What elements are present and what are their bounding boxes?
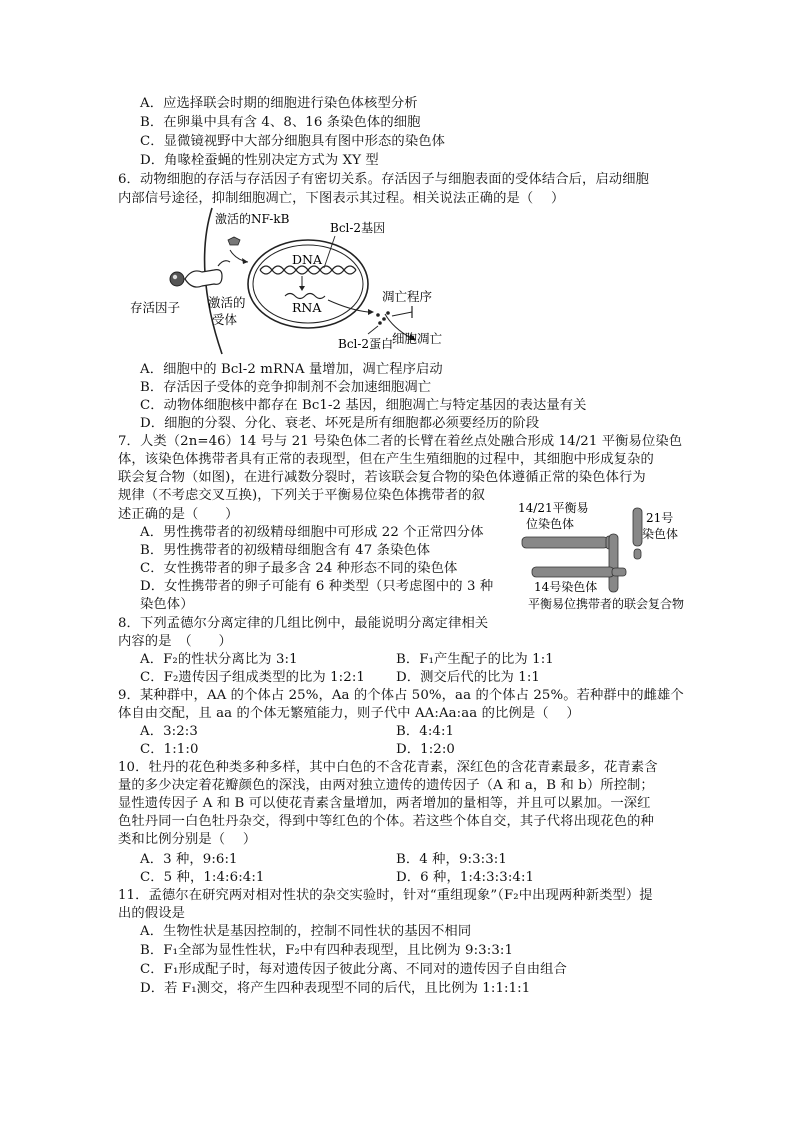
receptor-shape <box>185 270 222 287</box>
label-1421-line1: 14/21平衡易 <box>518 501 589 515</box>
chromosome-21-upper <box>633 508 642 546</box>
q11-option-b: B．F₁全部为显性性状，F₂中有四种表现型，且比例为 9:3:3:1 <box>140 943 514 958</box>
chromosome-1421-left <box>522 537 608 548</box>
q10-option-c: C．5 种，1:4:6:4:1 <box>140 870 265 885</box>
q5-option-b: B．在卵巢中具有含 4、8、16 条染色体的细胞 <box>140 115 421 130</box>
q7-stem-line1: 7．人类（2n=46）14 号与 21 号染色体二者的长臂在着丝点处融合形成 14/21 平衡易位染色 <box>118 434 683 449</box>
q7-stem-line5: 述正确的是（ ） <box>118 507 239 522</box>
rna-label: RNA <box>292 300 322 315</box>
export-arrowhead <box>368 309 374 315</box>
label-1421-line2: 位染色体 <box>526 517 575 531</box>
q7-stem-line4: 规律（不考虑交叉互换)，下列关于平衡易位染色体携带者的叙 <box>118 488 486 503</box>
q9-stem-line1: 9．某种群中，AA 的个体占 25%，Aa 的个体占 50%，aa 的个体占 25%。若种群中的雌雄个 <box>118 688 684 703</box>
bcl2-protein-label: Bcl-2蛋白 <box>338 337 394 351</box>
bcl2-dot-3 <box>378 321 382 325</box>
apoptosis-program-label: 凋亡程序 <box>382 289 433 304</box>
nfkb-label: 激活的NF-kB <box>215 212 290 226</box>
receptor-label-1: 激活的 <box>208 295 246 310</box>
dna-label: DNA <box>292 252 322 267</box>
bcl2-dot-1 <box>376 313 380 317</box>
q8-option-c: C．F₂遗传因子组成类型的比为 1:2:1 <box>140 670 365 685</box>
transcription-arrowhead <box>299 286 305 291</box>
q7-stem-line2: 体，该染色体携带者具有正常的表现型，但在产生生殖细胞的过程中，其细胞中形成复杂的 <box>118 452 654 467</box>
q10-stem-line3: 显性遗传因子 A 和 B 可以使花青素含量增加，两者增加的量相等，并且可以累加。一深红 <box>118 796 651 811</box>
q8-option-a: A．F₂的性状分离比为 3:1 <box>140 652 298 667</box>
q11-stem-line1: 11．孟德尔在研究两对相对性状的杂交实验时，针对“重组现象”（F₂中出现两种新类型）提 <box>118 888 653 903</box>
q9-option-b: B．4:4:1 <box>396 724 455 739</box>
q5-option-a: A．应选择联会时期的细胞进行染色体核型分析 <box>140 96 418 111</box>
chromosome-21-lower <box>634 549 641 559</box>
chromosome-14-left <box>532 567 614 577</box>
nfkb-molecule <box>228 237 240 245</box>
cell-apoptosis-diagram <box>130 206 460 356</box>
survival-factor-shape <box>170 272 184 286</box>
q11-option-a: A．生物性状是基因控制的，控制不同性状的基因不相同 <box>140 924 472 939</box>
q9-stem-line2: 体自由交配，且 aa 的个体无繁殖能力，则子代中 AA:Aa:aa 的比例是（ ） <box>118 706 580 721</box>
q9-option-a: A．3:2:3 <box>140 724 198 739</box>
cell-apoptosis-label: 细胞凋亡 <box>392 331 443 346</box>
q8-stem-line1: 8．下列孟德尔分离定律的几组比例中，最能说明分离定律相关 <box>118 616 489 631</box>
q10-stem-line5: 类和比例分别是（ ） <box>118 832 257 847</box>
q5-option-c: C．显微镜视野中大部分细胞具有图中形态的染色体 <box>140 134 446 149</box>
q6-stem-line1: 6．动物细胞的存活与存活因子有密切关系。存活因子与细胞表面的受体结合后，启动细胞 <box>118 172 650 187</box>
bcl2-dot-4 <box>386 311 390 315</box>
rna-strand <box>285 294 325 299</box>
q10-stem-line1: 10．牡丹的花色种类多种多样，其中白色的不含花青素，深红色的含花青素最多，花青素含 <box>118 760 658 775</box>
q6-option-a: A．细胞中的 Bcl-2 mRNA 量增加，凋亡程序启动 <box>140 362 443 377</box>
q6-option-c: C．动物体细胞核中都存在 Bc1-2 基因，细胞凋亡与特定基因的表达量有关 <box>140 398 587 413</box>
q7-option-d-line2: 染色体） <box>140 597 194 612</box>
q10-option-a: A．3 种，9:6:1 <box>140 852 238 867</box>
figure-caption: 平衡易位携带者的联会复合物 <box>528 597 685 611</box>
q7-option-c: C．女性携带者的卵子最多含 24 种形态不同的染色体 <box>140 561 458 576</box>
q10-option-b: B．4 种，9:3:3:1 <box>396 852 507 867</box>
q8-option-b: B．F₁产生配子的比为 1:1 <box>396 652 554 667</box>
receptor-label-2: 受体 <box>212 312 238 327</box>
q10-option-d: D．6 种，1:4:3:3:4:1 <box>396 870 535 885</box>
q6-stem-line2: 内部信号途径，抑制细胞凋亡，下图表示其过程。相关说法正确的是（ ） <box>118 191 565 206</box>
survival-factor-highlight <box>173 275 177 279</box>
q10-stem-line2: 量的多少决定着花瓣颜色的深浅，由两对独立遗传的遗传因子（A 和 a，B 和 b）所控制； <box>118 778 654 793</box>
q7-stem-line3: 联会复合物（如图)，在进行减数分裂时，若该联会复合物的染色体遵循正常的染色体行为 <box>118 470 646 485</box>
receptor-tail <box>218 261 230 266</box>
chromosome-14-right <box>612 568 626 576</box>
synaptic-complex-diagram <box>508 498 718 616</box>
bcl2-gene-pointer <box>324 236 335 268</box>
q5-option-d: D．角喙栓蚕蝇的性别决定方式为 XY 型 <box>140 153 379 168</box>
q10-stem-line4: 色牡丹同一白色牡丹杂交，得到中等红色的个体。若这些个体自交，其子代将出现花色的种 <box>118 814 654 829</box>
q11-option-c: C．F₁形成配子时，每对遗传因子彼此分离、不同对的遗传因子自由组合 <box>140 962 567 977</box>
q8-stem-line2: 内容的是 （ ） <box>118 634 232 649</box>
q8-option-d: D．测交后代的比为 1:1 <box>396 670 540 685</box>
q6-option-b: B．存活因子受体的竞争抑制剂不会加速细胞凋亡 <box>140 380 432 395</box>
label-21-line1: 21号 <box>646 511 674 525</box>
label-14: 14号染色体 <box>534 580 598 594</box>
nfkb-arrowhead <box>242 258 248 264</box>
bcl2-dot-2 <box>382 317 386 321</box>
chromosome-1421-vertical <box>609 534 618 592</box>
bcl2-gene-label: Bcl-2基因 <box>330 221 386 235</box>
q7-option-b: B．男性携带者的初级精母细胞含有 47 条染色体 <box>140 543 431 558</box>
q7-option-d-line1: D．女性携带者的卵子可能有 6 种类型（只考虑图中的 3 种 <box>140 579 494 594</box>
q9-option-c: C．1:1:0 <box>140 742 199 757</box>
bcl2-protein-pointer <box>368 326 378 334</box>
survival-factor-label: 存活因子 <box>130 300 181 315</box>
inhibition-line <box>392 312 412 316</box>
q9-option-d: D．1:2:0 <box>396 742 455 757</box>
q11-option-d: D．若 F₁测交，将产生四种表现型不同的后代，且比例为 1:1:1:1 <box>140 981 531 996</box>
q6-option-d: D．细胞的分裂、分化、衰老、坏死是所有细胞都必须要经历的阶段 <box>140 416 540 431</box>
q7-option-a: A．男性携带者的初级精母细胞中可形成 22 个正常四分体 <box>140 525 484 540</box>
q11-stem-line2: 出的假设是 <box>118 906 185 921</box>
label-21-line2: 染色体 <box>642 527 679 541</box>
